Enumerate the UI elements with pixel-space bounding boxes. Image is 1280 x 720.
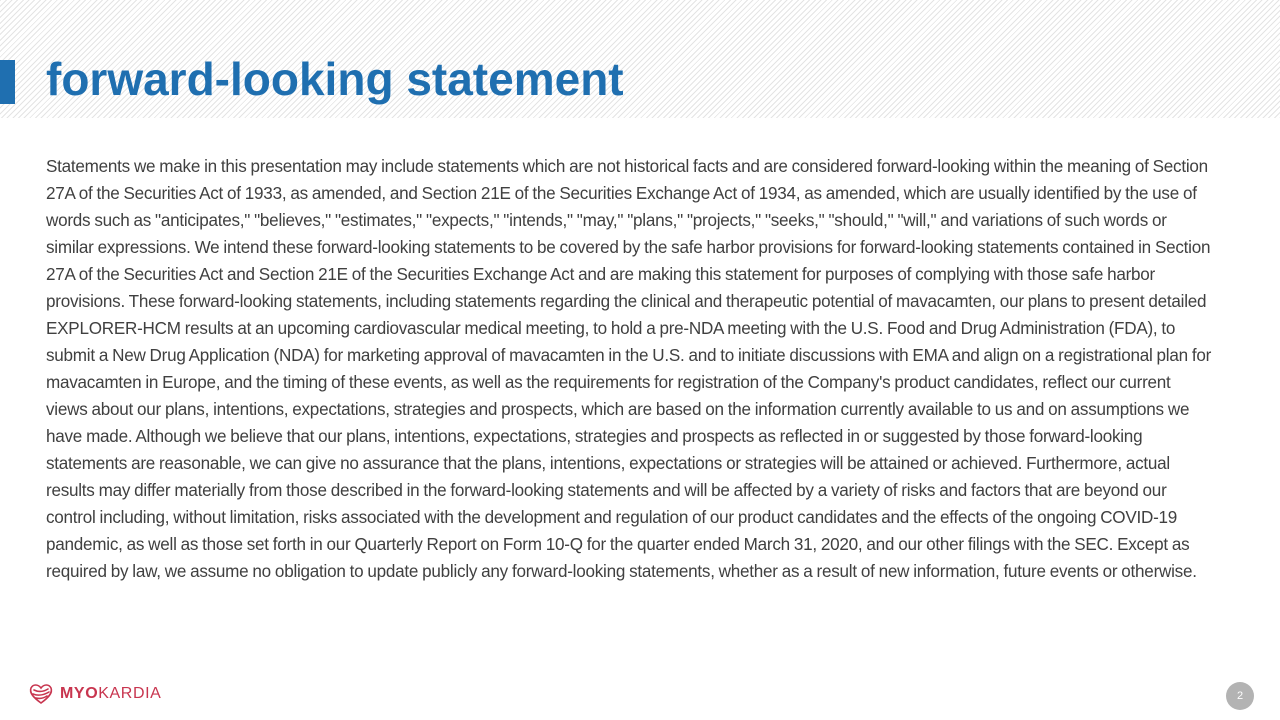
slide-title: forward-looking statement [46, 53, 624, 105]
company-logo [28, 681, 161, 707]
myokardia-heart-logo-icon [28, 682, 54, 706]
logo-wordmark-bold: MYO [60, 685, 99, 702]
forward-looking-statement-body: Statements we make in this presentation may include statements which are not historical facts and are considered forward-looking within the meaning of Section 27A of the Securities Act of 1933, as amended, and Section 21E of the Securities Exchange Act of 1934, as amended, which are usually identified by the use of words such as "anticipates," "believes," "estimates," "expects," "intends," "may," "plans," "projects," "seeks," "should," "will," and variations of such words or similar expressions. We intend these forward-looking statements to be covered by the safe harbor provisions for forward-looking statements contained in Section 27A of the Securities Act and Section 21E of the Securities Exchange Act and are making this statement for purposes of complying with those safe harbor provisions. These forward-looking statements, including statements regarding the clinical and therapeutic potential of mavacamten, our plans to present detailed EXPLORER-HCM results at an upcoming cardiovascular medical meeting, to hold a pre-NDA meeting with the U.S. Food and Drug Administration (FDA), to submit a New Drug Application (NDA) for marketing approval of mavacamten in the U.S. and to initiate discussions with EMA and align on a registrational plan for mavacamten in Europe, and the timing of these events, as well as the requirements for registration of the Company's product candidates, reflect our current views about our plans, intentions, expectations, strategies and prospects, which are based on the information currently available to us and on assumptions we have made. Although we believe that our plans, intentions, expectations, strategies and prospects as reflected in or suggested by those forward-looking statements are reasonable, we can give no assurance that the plans, intentions, expectations or strategies will be attained or achieved. Furthermore, actual results may differ materially from those described in the forward-looking statements and will be affected by a variety of risks and factors that are beyond our control including, without limitation, risks associated with the development and regulation of our product candidates and the effects of the ongoing COVID-19 pandemic, as well as those set forth in our Quarterly Report on Form 10-Q for the quarter ended March 31, 2020, and our other filings with the SEC. Except as required by law, we assume no obligation to update publicly any forward-looking statements, whether as a result of new information, future events or otherwise. [46, 157, 1212, 581]
title-accent-bar [0, 60, 15, 104]
page-number-badge: 2 [1226, 682, 1254, 710]
logo-wordmark-light: KARDIA [98, 685, 162, 702]
logo-wordmark [60, 686, 161, 702]
